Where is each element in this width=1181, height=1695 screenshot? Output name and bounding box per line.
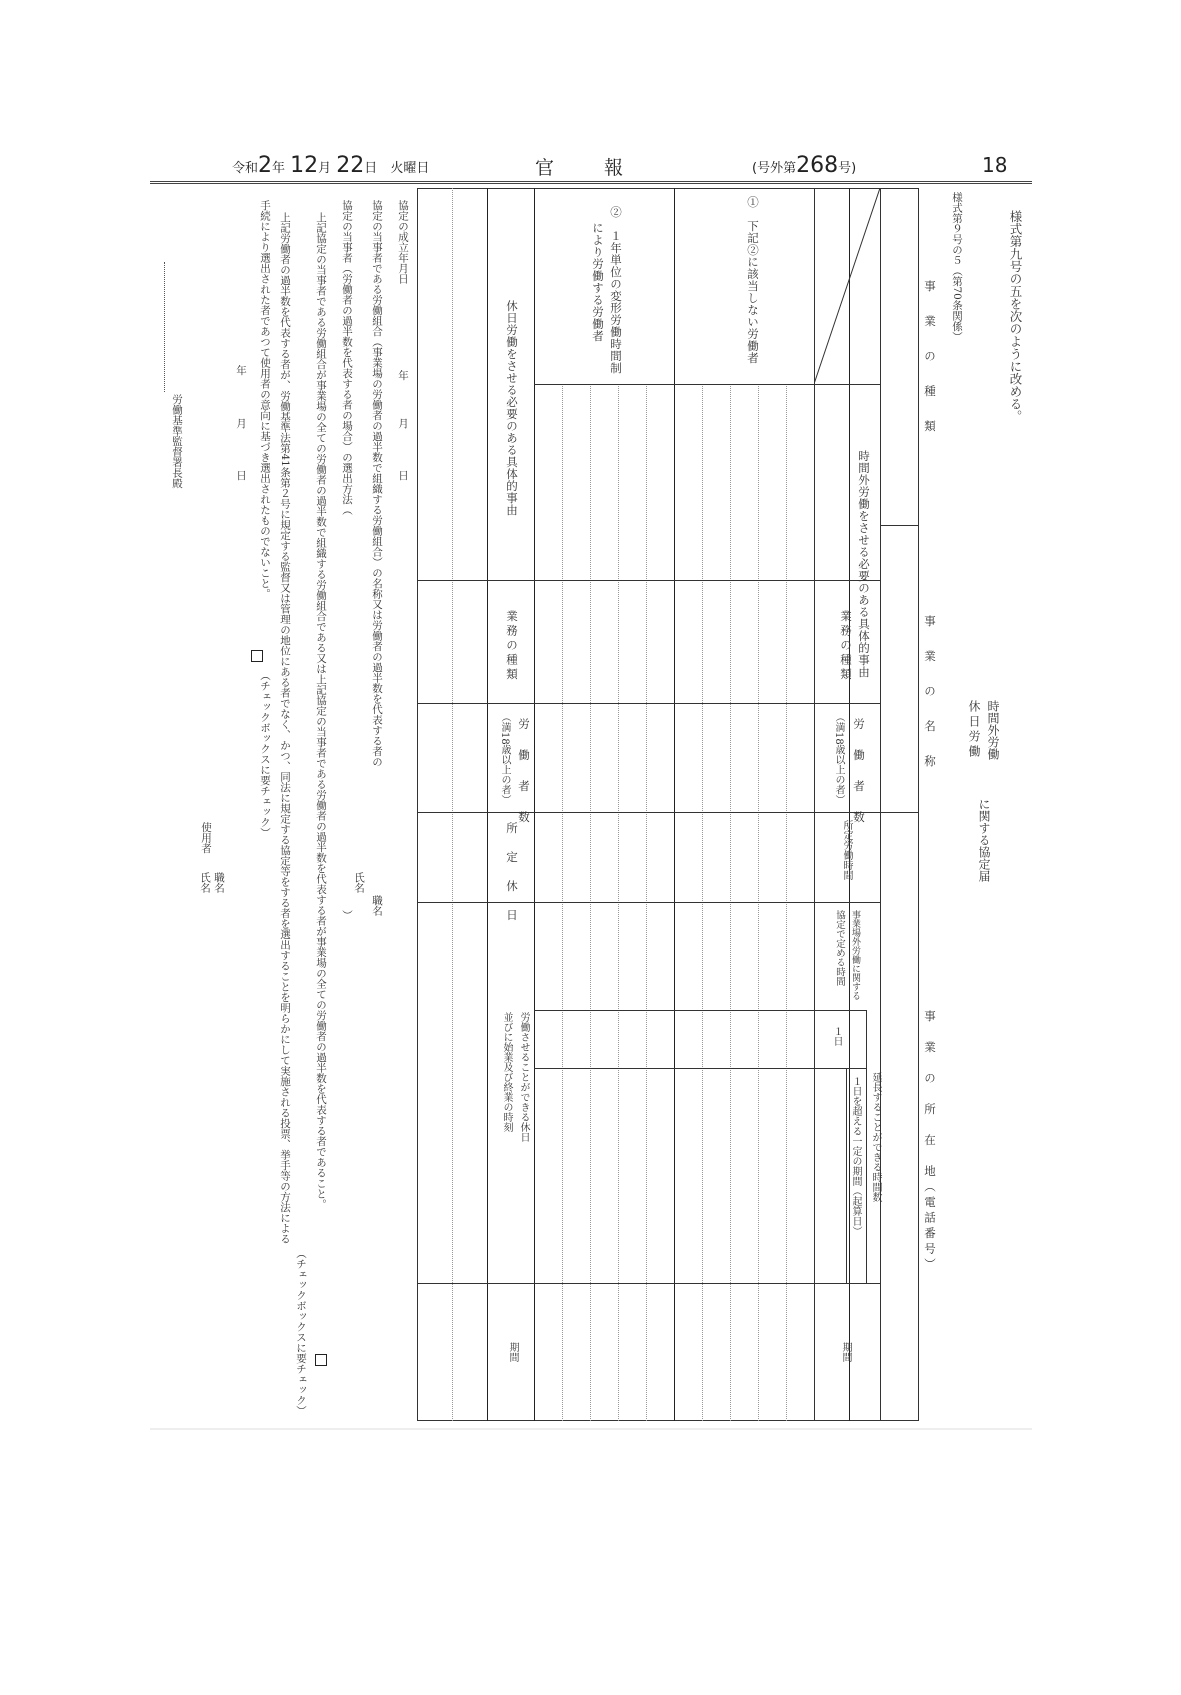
check2-text-1: 上記労働者の過半数を代表する者が、労働基準法第41条第２号に規定する監督又は管理の地位にある者でなく、かつ、同法に規定する協定等をする者を選出することを明らかにして実施される投票、挙手等の方法による <box>279 212 291 1244</box>
union-position-label: 職名 <box>371 895 383 916</box>
amendment-note: 様式第九号の五を次のように改める。 <box>1008 210 1023 423</box>
row-group-variable-workers-2: により労働する労働者 <box>591 222 605 342</box>
header-rule <box>150 181 1032 184</box>
check2-checkbox[interactable] <box>251 650 263 662</box>
form-title-suffix: に関する協定届 <box>977 798 991 882</box>
labor-office-name-line[interactable] <box>164 262 165 392</box>
col-holiday-worker-count-sub: （満18歳以上の者） <box>499 712 510 805</box>
page-number: 18 <box>982 153 1008 177</box>
diagonal-slash <box>814 188 880 384</box>
header-business-name: 事 業 の 名 称 <box>923 615 937 773</box>
col-agreed-hours-2: 協定で定める時間 <box>834 910 845 986</box>
col-extendable-hours: 延長することができる時間数 <box>870 1072 881 1202</box>
employer-signature-field[interactable] <box>192 898 232 978</box>
selection-method-field[interactable] <box>336 470 356 905</box>
col-holiday-job-type: 業務の種類 <box>505 610 519 683</box>
employer-label: 使用者 <box>200 822 212 854</box>
form-title-holiday: 休日労働 <box>967 700 981 760</box>
row-group-general-workers: ① 下記②に該当しない労働者 <box>746 196 760 364</box>
business-location-value[interactable] <box>884 815 914 1415</box>
employer-name-label: 氏名 <box>199 872 211 893</box>
addressee: 労働基準監督署長殿 <box>171 394 183 489</box>
col-workable-holidays-1: 労働させることができる休日 <box>518 1012 529 1142</box>
issue-number: (号外第268号) <box>752 153 857 178</box>
check1-checkbox[interactable] <box>315 1354 327 1366</box>
header-business-location: 事 業 の 所 在 地（電話番号） <box>923 1010 937 1274</box>
col-one-day: １日 <box>831 1026 842 1046</box>
col-period: 期間 <box>840 1342 851 1362</box>
col-holiday-period: 期間 <box>507 1342 518 1362</box>
col-agreed-hours-1: 事業場外労働に関する <box>850 910 860 1000</box>
business-type-value[interactable] <box>884 192 914 522</box>
col-job-type: 業務の種類 <box>839 610 853 683</box>
col-prescribed-hours: 所定労働時間 <box>841 820 852 880</box>
col-holiday-worker-count: 労 働 者 数 <box>517 718 531 827</box>
check2-note: （チェックボックスに要チェック） <box>259 670 271 838</box>
issue-date: 令和2年 12月 22日 火曜日 <box>232 153 430 178</box>
submission-date-field[interactable] <box>226 358 248 490</box>
check2-text-2: 手続により選出された者であつて使用者の意向に基づき選出されたものでないこと。 <box>259 200 271 599</box>
col-overtime-reason-1: 時間外労働をさせる必要のある具体的事由 <box>857 450 871 678</box>
business-name-value[interactable] <box>884 528 914 808</box>
col-over-one-day: １日を超える一定の期間（起算日） <box>850 1076 861 1236</box>
check1-text: 上記協定の当事者である労働組合が事業場の全ての労働者の過半数で組織する労働組合である又は上記協定の当事者である労働者の過半数を代表する者が事業場の全ての労働者の過半数を代表する者であること。 <box>315 212 327 1210</box>
col-worker-count: 労 働 者 数 <box>852 718 866 827</box>
agreement-date-label: 協定の成立年月日 <box>397 200 409 284</box>
col-holiday-reason: 休日労働をさせる必要のある具体的事由 <box>505 300 519 516</box>
selection-method-label: 協定の当事者（労働者の過半数を代表する者の場合）の選出方法（ <box>341 200 353 515</box>
publication-name: 官 報 <box>535 157 628 179</box>
union-representative-field[interactable] <box>350 918 390 998</box>
check1-note: （チェックボックスに要チェック） <box>295 1248 307 1416</box>
union-label: 協定の当事者である労働組合（事業場の労働者の過半数で組織する労働組合）の名称又は労働者の過半数を代表する者の <box>371 200 383 767</box>
header-business-type: 事 業 の 種 類 <box>923 280 937 438</box>
agreement-date-field[interactable] <box>386 360 408 490</box>
employer-position-label: 職名 <box>213 872 225 893</box>
col-prescribed-holidays: 所 定 休 日 <box>505 822 519 924</box>
row-group-variable-workers-1: ② １年単位の変形労働時間制 <box>609 206 623 374</box>
union-name-label: 氏名 <box>353 872 365 893</box>
col-workable-holidays-2: 並びに始業及び終業の時刻 <box>501 1012 512 1132</box>
form-title-overtime: 時間外労働 <box>986 700 1000 760</box>
col-worker-count-sub: （満18歳以上の者） <box>833 712 844 805</box>
form-number: 様式第９号の５（第70条関係） <box>951 192 963 342</box>
page-edge <box>150 1428 1032 1430</box>
